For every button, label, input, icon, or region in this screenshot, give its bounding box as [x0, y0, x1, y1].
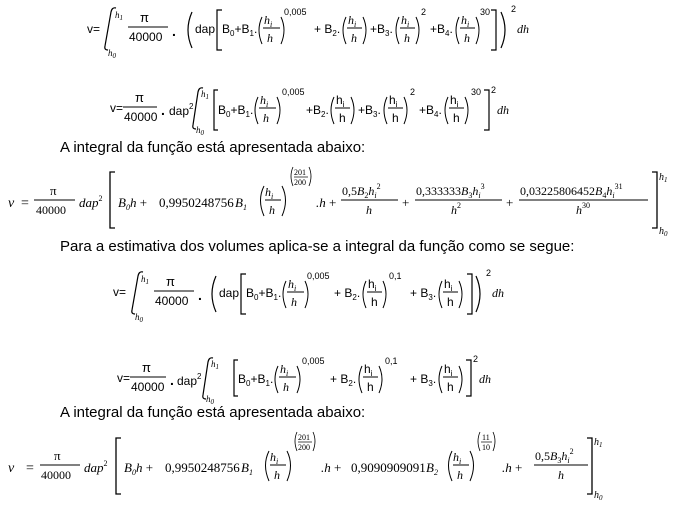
- svg-text:h30: $h^{30}$: [576, 201, 590, 217]
- eq1-dot: .: [172, 23, 176, 39]
- svg-text:hi: $h_i$: [401, 13, 410, 29]
- eq1-exp-30: 30: [480, 7, 491, 17]
- equation-6-svg: [0, 428, 680, 506]
- equation-5: [0, 352, 680, 406]
- equation-6: [0, 428, 680, 506]
- svg-text:ν: ν: [8, 461, 15, 476]
- svg-text:h0: $h_0$: [206, 394, 214, 406]
- svg-text:h2: $h^2$: [451, 201, 461, 217]
- svg-text:.h +: .h +: [321, 460, 342, 475]
- svg-text:40000: 40000: [131, 380, 165, 394]
- svg-text:.h +: .h +: [316, 195, 337, 210]
- svg-text:π: π: [50, 183, 57, 198]
- eq3-left-bracket: [110, 172, 115, 228]
- eq1-terms-c: $+B_3$.: [370, 22, 393, 38]
- eq1-exp-005: 0,005: [284, 7, 307, 17]
- svg-text:h1: $h_1$: [141, 274, 149, 286]
- svg-text:0,9950248756: 0,9950248756: [165, 460, 240, 475]
- svg-text:h: h: [366, 203, 372, 217]
- svg-text:+B4.: $+B_4$.: [419, 103, 442, 119]
- eq4-exp-01: 0,1: [389, 271, 402, 281]
- eq1-frac1-den: h: [267, 31, 273, 45]
- paragraph-2: Para a estimativa dos volumes aplica-se a integral da função como se segue:: [60, 238, 575, 255]
- eq1-pi: π: [140, 10, 149, 25]
- equation-2-svg: [0, 84, 680, 137]
- svg-text:h: h: [339, 111, 346, 125]
- svg-text:B0+B1.: $B_0+B_1$.: [246, 286, 282, 302]
- svg-text:h0: $h_0$: [135, 312, 143, 324]
- paragraph-1: A integral da função está apresentada abaixo:: [60, 139, 366, 156]
- eq1-terms-b: + $B_2$.: [314, 22, 341, 38]
- svg-text:hi: $h_i$: [288, 277, 297, 293]
- svg-text:40000: 40000: [36, 203, 66, 217]
- eq2-v: v=: [110, 101, 124, 115]
- equation-4: [0, 262, 680, 322]
- svg-text:π: π: [54, 448, 61, 463]
- svg-text:+B2.: $+B_2$.: [306, 103, 329, 119]
- svg-text:hi: $h_i$: [453, 450, 462, 466]
- svg-text:h: h: [453, 111, 460, 125]
- svg-text:h: h: [269, 203, 275, 217]
- eq6-f10: 10: [482, 443, 490, 452]
- svg-text:0,333333B3hi3: $0,333333B_3h_i^3$: [416, 182, 485, 200]
- svg-text:hi: $h_i$: [389, 93, 398, 109]
- svg-text:2: 2: [410, 87, 416, 97]
- eq1-dap: dap: [195, 22, 216, 36]
- svg-text:0,005: 0,005: [302, 356, 325, 366]
- eq2-denom: 40000: [124, 110, 158, 124]
- svg-text:hi: $h_i$: [260, 93, 269, 109]
- svg-text:h: h: [274, 468, 280, 482]
- svg-text:=: =: [26, 461, 34, 476]
- svg-text:+ B2.: + $B_2$.: [330, 372, 357, 388]
- svg-text:hi: $h_i$: [280, 362, 289, 378]
- svg-text:π: π: [166, 274, 175, 289]
- svg-text:2: 2: [491, 85, 497, 95]
- svg-text:dap: dap: [219, 286, 240, 300]
- svg-text:+ B3.: + $B_3$.: [410, 372, 437, 388]
- equation-3-svg: [0, 162, 680, 240]
- equation-1-svg: [0, 0, 680, 60]
- eq3-coef-1: 0,9950248756: [159, 195, 234, 210]
- eq1-h0: $h_0$: [108, 48, 116, 60]
- equation-2: [0, 84, 680, 137]
- svg-text:hi: $h_i$: [368, 277, 377, 293]
- svg-text:hi: $h_i$: [461, 13, 470, 29]
- svg-text:h1: $h_1$: [201, 89, 209, 101]
- svg-text:B0h +: $B_0h$ +: [124, 460, 154, 477]
- svg-text:B2: $B_2$: [426, 460, 438, 477]
- svg-text:h: h: [447, 295, 454, 309]
- eq1-frac1-num: $h_i$: [264, 13, 273, 29]
- svg-text:h1: $h_1$: [211, 359, 219, 371]
- svg-text:2: 2: [421, 7, 427, 17]
- svg-text:hi: $h_i$: [444, 362, 453, 378]
- svg-text:hi: $h_i$: [364, 362, 373, 378]
- svg-text:π: π: [142, 360, 151, 375]
- svg-text:h0: $h_0$: [659, 226, 668, 238]
- svg-text:.: .: [170, 372, 174, 388]
- eq1-dh: dh: [517, 22, 529, 36]
- svg-text:h1: $h_1$: [659, 172, 668, 184]
- eq1-terms-a: $B_0+B_1$.: [222, 22, 258, 38]
- svg-text:h: h: [447, 380, 454, 394]
- svg-text:.: .: [161, 102, 165, 118]
- eq3-f201: 201: [294, 168, 306, 177]
- svg-text:dh: dh: [497, 103, 509, 117]
- eq1-v: v=: [87, 22, 101, 36]
- svg-text:hi: $h_i$: [450, 93, 459, 109]
- eq2-dap: dap$^2$: [169, 102, 194, 118]
- svg-text:h: h: [263, 111, 269, 125]
- svg-text:h: h: [283, 380, 289, 394]
- svg-text:dh: dh: [492, 286, 504, 300]
- equation-1: [0, 0, 680, 60]
- eq2-pi: π: [135, 90, 144, 105]
- eq6-coef-2: 0,9090909091: [351, 460, 426, 475]
- svg-text:v=: v=: [117, 371, 131, 385]
- paragraph-3: A integral da função está apresentada abaixo:: [60, 404, 366, 421]
- svg-text:h: h: [371, 295, 378, 309]
- eq1-h1: $h_1$: [115, 10, 123, 22]
- svg-text:0,1: 0,1: [385, 356, 398, 366]
- svg-text:h: h: [464, 31, 470, 45]
- svg-text:dap2: dap$^2$: [79, 194, 103, 210]
- svg-text:0,03225806452B4hi31: $0,03225806452B_4h_i^{31}$: [520, 182, 623, 200]
- svg-text:h: h: [367, 380, 374, 394]
- svg-text:h: h: [558, 468, 564, 482]
- svg-text:B0h +: $B_0h$ +: [118, 195, 148, 212]
- svg-text:h0: $h_0$: [196, 125, 204, 137]
- svg-text:30: 30: [471, 87, 482, 97]
- svg-text:h: h: [291, 295, 297, 309]
- svg-text:201: 201: [298, 433, 310, 442]
- eq6-f11: 11: [482, 433, 490, 442]
- svg-text:200: 200: [298, 443, 310, 452]
- svg-text:dh: dh: [479, 372, 491, 386]
- eq1-denom: 40000: [129, 30, 163, 44]
- svg-text:0,005: 0,005: [282, 87, 305, 97]
- svg-text:0,5B3hi2: $0,5B_3h_i^2$: [535, 447, 574, 465]
- eq1-right-bracket: [491, 10, 496, 50]
- svg-text:=: =: [21, 196, 29, 211]
- svg-text:2: 2: [486, 268, 492, 278]
- svg-text:+: +: [402, 195, 410, 210]
- svg-text:+ B2.: + $B_2$.: [334, 286, 361, 302]
- svg-text:40000: 40000: [155, 294, 189, 308]
- svg-text:0,005: 0,005: [307, 271, 330, 281]
- svg-text:+B3.: $+B_3$.: [358, 103, 381, 119]
- svg-text:B0+B1.: $B_0+B_1$.: [218, 103, 254, 119]
- eq1-terms-d: $+B_4$.: [430, 22, 453, 38]
- eq1-right-paren: [501, 12, 505, 48]
- equation-5-svg: [0, 352, 680, 406]
- svg-text:40000: 40000: [41, 468, 71, 482]
- svg-text:h1: $h_1$: [594, 437, 603, 449]
- svg-text:h: h: [457, 468, 463, 482]
- svg-text:h0: $h_0$: [594, 490, 603, 502]
- eq3-right-bracket: [652, 172, 657, 228]
- eq1-left-paren: [188, 12, 192, 48]
- svg-text:h: h: [351, 31, 357, 45]
- svg-text:hi: $h_i$: [270, 450, 279, 466]
- eq3-v: ν: [8, 196, 15, 211]
- svg-text:.: .: [198, 287, 202, 303]
- svg-text:hi: $h_i$: [336, 93, 345, 109]
- svg-text:2: 2: [473, 354, 479, 364]
- eq1-exp-2: 2: [511, 4, 517, 14]
- svg-text:v=: v=: [113, 285, 127, 299]
- equation-4-svg: [0, 262, 680, 322]
- svg-text:+: +: [506, 195, 514, 210]
- svg-text:hi: $h_i$: [265, 185, 274, 201]
- svg-text:h: h: [404, 31, 410, 45]
- svg-text:hi: $h_i$: [444, 277, 453, 293]
- svg-text:B0+B1.: $B_0+B_1$.: [238, 372, 274, 388]
- svg-text:.h +: .h +: [502, 460, 523, 475]
- svg-text:B1: $B_1$: [235, 195, 247, 212]
- svg-text:B1: $B_1$: [241, 460, 253, 477]
- svg-text:dap2: dap$^2$: [84, 459, 108, 475]
- svg-text:dap2: dap$^2$: [177, 372, 202, 388]
- equation-3: [0, 162, 680, 240]
- svg-text:+ B3.: + $B_3$.: [410, 286, 437, 302]
- eq3-f200: 200: [294, 178, 306, 187]
- svg-text:h: h: [392, 111, 399, 125]
- svg-text:hi: $h_i$: [348, 13, 357, 29]
- svg-text:0,5B2hi2: $0,5B_2h_i^2$: [342, 182, 381, 200]
